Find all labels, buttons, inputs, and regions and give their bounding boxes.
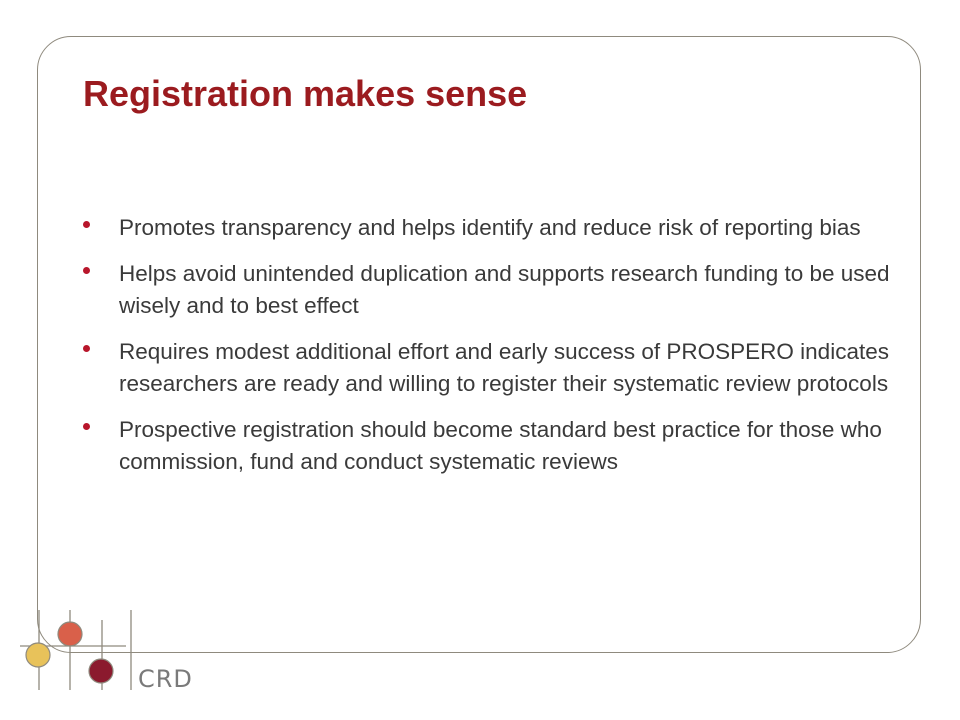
bullet-text: Requires modest additional effort and early success of PROSPERO indicates researchers are ready and willing to register their systematic review protocols xyxy=(119,339,889,396)
crd-logo xyxy=(0,610,200,720)
bullet-text: Promotes transparency and helps identify and reduce risk of reporting bias xyxy=(119,215,861,240)
bullet-item xyxy=(83,258,893,322)
bullet-item xyxy=(83,212,893,244)
bullet-dot-icon xyxy=(83,221,90,228)
bullet-dot-icon xyxy=(83,345,90,352)
bullet-dot-icon xyxy=(83,267,90,274)
logo-orange-circle-icon xyxy=(58,622,82,646)
logo-maroon-circle-icon xyxy=(89,659,113,683)
slide-title: Registration makes sense xyxy=(83,73,528,114)
bullet-text: Helps avoid unintended duplication and supports research funding to be used wisely and to best effect xyxy=(119,261,890,318)
bullet-text: Prospective registration should become standard best practice for those who commission, fund and conduct systematic reviews xyxy=(119,417,882,474)
bullet-dot-icon xyxy=(83,423,90,430)
bullet-item xyxy=(83,414,893,478)
bullet-list xyxy=(83,212,893,492)
logo-text: CRD xyxy=(138,665,193,693)
logo-yellow-circle-icon xyxy=(26,643,50,667)
bullet-item xyxy=(83,336,893,400)
